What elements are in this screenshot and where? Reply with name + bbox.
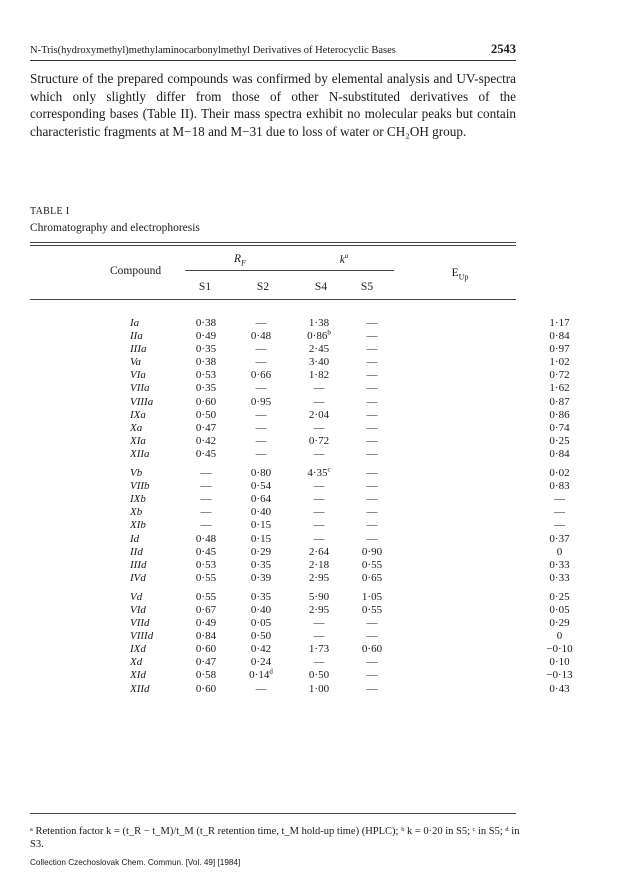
s1-cell: 0·60 — [195, 682, 217, 695]
s5-cell: — — [366, 617, 378, 630]
table-row — [0, 643, 623, 656]
s2-cell: 0·48 — [250, 330, 272, 343]
eup-cell: 0·02 — [549, 467, 570, 480]
column-spacer — [396, 617, 496, 630]
s5-cell: — — [366, 395, 378, 408]
column-spacer — [396, 409, 496, 422]
s2-cell: 0·64 — [250, 493, 272, 506]
eup-cell: — — [554, 506, 565, 519]
s2-cell: $0\cdot 14^d$ — [249, 667, 273, 682]
compound-cell: Id — [130, 532, 140, 545]
s1-cell: 0·50 — [195, 408, 217, 421]
table-label: TABLE I — [30, 206, 70, 217]
compound-cell: Vb — [130, 467, 143, 480]
column-spacer — [396, 493, 496, 506]
page-number: 2543 — [491, 42, 516, 56]
intro-paragraph: Structure of the prepared compounds was confirmed by elemental analysis and UV-spectra which only slightly differ from those of other N-substituted derivatives of the corresponding bases (Table II). Their mass spectra exhibit no molecular peaks but contain characteristic fragments at M−18 and M−31 due to loss of water or CH₂OH group. — [30, 71, 516, 139]
s1-cell: 0·55 — [195, 571, 217, 584]
compound-cell: XIb — [130, 519, 146, 532]
eup-cell: 0·25 — [549, 434, 570, 447]
table-row — [0, 630, 623, 643]
s2-cell: 0·50 — [250, 630, 272, 643]
s2-cell: 0·95 — [250, 395, 272, 408]
eup-cell: 1·02 — [549, 356, 570, 369]
s5-cell: — — [366, 317, 378, 329]
compound-cell: XIId — [130, 682, 150, 695]
compound-cell: Va — [130, 356, 141, 369]
s2-cell: 0·40 — [250, 506, 272, 519]
eup-cell: −0·10 — [546, 643, 573, 656]
s1-cell: 0·49 — [195, 617, 217, 630]
s4-cell: 1·38 — [308, 317, 330, 329]
running-head-title: N-Tris(hydroxymethyl)methylaminocarbonylmethyl Derivatives of Heterocyclic Bases — [30, 45, 396, 56]
table-row — [0, 409, 623, 422]
eup-cell: 0·33 — [549, 571, 570, 584]
s4-cell: 2·95 — [308, 603, 330, 616]
s4-cell: 2·04 — [308, 408, 330, 421]
s4-cell: — — [313, 630, 325, 643]
column-spacer — [396, 559, 496, 572]
s4-cell: $4\cdot 35^c$ — [307, 465, 331, 480]
s5-cell: — — [366, 480, 378, 493]
s1-cell: — — [200, 480, 212, 493]
table-row — [0, 533, 623, 546]
s4-cell: 1·73 — [308, 643, 330, 656]
column-spacer — [396, 506, 496, 519]
table-row — [0, 546, 623, 559]
s2-cell: 0·80 — [250, 467, 272, 480]
column-spacer — [396, 585, 496, 604]
s1-cell: 0·38 — [195, 356, 217, 369]
table-row — [0, 422, 623, 435]
eup-cell: 0·74 — [549, 421, 570, 434]
s4-cell: — — [313, 656, 325, 669]
column-spacer — [396, 422, 496, 435]
s1-cell: 0·58 — [195, 669, 217, 682]
table-row — [0, 683, 623, 696]
s5-cell: — — [366, 408, 378, 421]
column-spacer — [396, 317, 496, 330]
s4-cell: 1·82 — [308, 369, 330, 382]
journal-line: Collection Czechoslovak Chem. Commun. [Vol. 49] [1984] — [30, 858, 241, 867]
s2-cell: — — [255, 421, 267, 434]
eup-cell: — — [554, 493, 565, 506]
s5-cell: — — [366, 330, 378, 343]
s4-cell: — — [313, 532, 325, 545]
s1-cell: 0·35 — [195, 343, 217, 356]
s1-cell: 0·38 — [195, 317, 217, 329]
header-rule — [30, 60, 516, 61]
s4-cell: 2·64 — [308, 545, 330, 558]
s5-cell: — — [366, 519, 378, 532]
s2-cell: 0·35 — [250, 558, 272, 571]
s2-cell: 0·15 — [250, 519, 272, 532]
s2-cell: 0·29 — [250, 545, 272, 558]
s5-cell: — — [366, 656, 378, 669]
column-spacer — [396, 343, 496, 356]
column-spacer — [396, 356, 496, 369]
table-row — [0, 656, 623, 669]
table-row — [0, 435, 623, 448]
compound-cell: Xa — [130, 421, 143, 434]
table-top-rule-double — [30, 245, 516, 246]
s4-cell: 5·90 — [308, 590, 330, 603]
column-spacer — [396, 604, 496, 617]
compound-cell: Ia — [130, 317, 140, 329]
column-spacer — [396, 656, 496, 669]
table-row — [0, 356, 623, 369]
table-footnote: ᵃ Retention factor k = (t_R − t_M)/t_M (t_R retention time, t_M hold-up time) (HPLC); ᵇ k = 0·20 in S5; ᶜ in S5; ᵈ in S3. — [30, 826, 520, 850]
s2-cell: 0·54 — [250, 480, 272, 493]
s2-cell: 0·35 — [250, 590, 272, 603]
table-row — [0, 330, 623, 343]
column-spacer — [396, 519, 496, 532]
eup-cell: 0 — [556, 545, 563, 558]
eup-cell: 0·05 — [549, 603, 570, 616]
data-table — [0, 317, 623, 696]
table-row — [0, 461, 623, 480]
s4-cell: — — [313, 447, 325, 460]
column-spacer — [396, 572, 496, 585]
s4-header: S4 — [314, 281, 328, 293]
column-spacer — [396, 330, 496, 343]
s5-cell: 0·55 — [361, 558, 383, 571]
compound-cell: VIIIa — [130, 395, 154, 408]
table-row — [0, 448, 623, 461]
s5-cell: — — [366, 434, 378, 447]
compound-cell: IIIa — [130, 343, 147, 356]
table-row — [0, 669, 623, 682]
column-spacer — [396, 480, 496, 493]
s5-cell: — — [366, 447, 378, 460]
k-header: $k^a$ — [339, 252, 349, 266]
footnote-marker: c — [327, 465, 331, 474]
s4-cell: 2·45 — [308, 343, 330, 356]
compound-header: Compound — [110, 265, 162, 277]
eup-header: $E_{Up}$ — [451, 267, 469, 282]
column-spacer — [396, 669, 496, 682]
eup-cell: 0·43 — [549, 682, 570, 695]
compound-cell: VIIb — [130, 480, 150, 493]
s1-cell: 0·84 — [195, 630, 217, 643]
s1-cell: 0·60 — [195, 643, 217, 656]
s4-cell: 2·95 — [308, 571, 330, 584]
table-row — [0, 559, 623, 572]
column-spacer — [396, 643, 496, 656]
column-spacer — [396, 461, 496, 480]
s2-cell: — — [255, 317, 267, 329]
s5-cell: — — [366, 343, 378, 356]
s5-cell: 1·05 — [361, 590, 383, 603]
compound-cell: IVd — [130, 571, 146, 584]
s2-cell: — — [255, 382, 267, 395]
table-caption: Chromatography and electrophoresis — [30, 222, 200, 234]
s2-cell: 0·39 — [250, 571, 272, 584]
s2-cell: 0·24 — [250, 656, 272, 669]
s1-cell: — — [200, 519, 212, 532]
s1-cell: — — [200, 506, 212, 519]
table-row — [0, 493, 623, 506]
rf-group-rule — [185, 270, 295, 271]
compound-cell: VIId — [130, 617, 150, 630]
header-bottom-rule — [30, 299, 516, 300]
table-row — [0, 519, 623, 532]
compound-cell: XIIa — [130, 447, 150, 460]
s1-cell: 0·45 — [195, 447, 217, 460]
s2-cell: — — [255, 343, 267, 356]
eup-cell: 0·84 — [549, 330, 570, 343]
s2-cell: — — [255, 356, 267, 369]
s4-cell: — — [313, 395, 325, 408]
s4-cell: — — [313, 493, 325, 506]
table-row — [0, 369, 623, 382]
s5-cell: — — [366, 369, 378, 382]
s1-cell: — — [200, 467, 212, 480]
s1-cell: 0·42 — [195, 434, 217, 447]
table-row — [0, 506, 623, 519]
s2-cell: 0·42 — [250, 643, 272, 656]
s4-cell: — — [313, 480, 325, 493]
s5-cell: — — [366, 493, 378, 506]
table-row — [0, 317, 623, 330]
s5-cell: — — [366, 669, 378, 682]
s4-cell: 3·40 — [308, 356, 330, 369]
s1-header: S1 — [198, 281, 212, 293]
eup-cell: 0·87 — [549, 395, 570, 408]
column-spacer — [396, 435, 496, 448]
eup-cell: 0·86 — [549, 408, 570, 421]
s1-cell: 0·67 — [195, 603, 217, 616]
s2-cell: 0·15 — [250, 532, 272, 545]
s4-cell: 2·18 — [308, 558, 330, 571]
column-spacer — [396, 630, 496, 643]
eup-cell: 0·33 — [549, 558, 570, 571]
table-bottom-rule — [30, 813, 516, 814]
s5-cell: — — [366, 382, 378, 395]
eup-cell: −0·13 — [546, 669, 573, 682]
column-spacer — [396, 546, 496, 559]
footnote-marker: b — [327, 328, 331, 337]
s5-cell: — — [366, 682, 378, 695]
s2-cell: — — [255, 682, 267, 695]
table-row — [0, 396, 623, 409]
s5-cell: — — [366, 467, 378, 480]
s5-cell: — — [366, 421, 378, 434]
s4-cell: — — [313, 382, 325, 395]
compound-cell: IXd — [130, 643, 146, 656]
table-top-rule — [30, 242, 516, 243]
s2-cell: 0·40 — [250, 603, 272, 616]
compound-cell: XId — [130, 669, 146, 682]
column-spacer — [396, 683, 496, 696]
table-row — [0, 480, 623, 493]
s4-cell: — — [313, 519, 325, 532]
eup-cell: 0·72 — [549, 369, 570, 382]
compound-cell: VIIa — [130, 382, 150, 395]
s4-cell: 0·72 — [308, 434, 330, 447]
eup-cell: — — [554, 519, 565, 532]
eup-cell: 0·25 — [549, 590, 570, 603]
table-row — [0, 604, 623, 617]
eup-cell: 0·83 — [549, 480, 570, 493]
s2-cell: 0·66 — [250, 369, 272, 382]
s2-header: S2 — [256, 281, 270, 293]
s2-cell: — — [255, 447, 267, 460]
s1-cell: — — [200, 493, 212, 506]
s2-cell: — — [255, 408, 267, 421]
compound-cell: Xb — [130, 506, 143, 519]
s5-cell: — — [366, 630, 378, 643]
s4-cell: 0·50 — [308, 669, 330, 682]
s1-cell: 0·45 — [195, 545, 217, 558]
s5-cell: 0·65 — [361, 571, 383, 584]
eup-cell: 0·84 — [549, 447, 570, 460]
column-spacer — [396, 533, 496, 546]
column-spacer — [396, 396, 496, 409]
compound-cell: Vd — [130, 590, 143, 603]
running-head — [30, 42, 516, 57]
eup-cell: 0·29 — [549, 617, 570, 630]
s1-cell: 0·60 — [195, 395, 217, 408]
s2-cell: — — [255, 434, 267, 447]
compound-cell: Xd — [130, 656, 143, 669]
column-spacer — [396, 382, 496, 395]
compound-cell: IIId — [130, 558, 147, 571]
compound-cell: IIa — [130, 330, 143, 343]
compound-cell: VId — [130, 603, 146, 616]
k-group-rule — [294, 270, 394, 271]
s2-cell: 0·05 — [250, 617, 272, 630]
footnote-marker: d — [269, 667, 273, 676]
s4-cell: 1·00 — [308, 682, 330, 695]
s4-cell: — — [313, 506, 325, 519]
s4-cell: — — [313, 617, 325, 630]
s1-cell: 0·47 — [195, 656, 217, 669]
table-row — [0, 585, 623, 604]
compound-cell: VIIId — [130, 630, 154, 643]
s5-header: S5 — [360, 281, 374, 293]
s5-cell: — — [366, 356, 378, 369]
s1-cell: 0·49 — [195, 330, 217, 343]
eup-cell: 0·37 — [549, 532, 570, 545]
table-row — [0, 343, 623, 356]
s5-cell: — — [366, 532, 378, 545]
table-row — [0, 617, 623, 630]
compound-cell: XIa — [130, 434, 146, 447]
s1-cell: 0·53 — [195, 369, 217, 382]
table-row — [0, 382, 623, 395]
compound-cell: IXb — [130, 493, 146, 506]
s4-cell: $0\cdot 86^b$ — [307, 328, 331, 343]
table-body — [0, 317, 623, 696]
s1-cell: 0·48 — [195, 532, 217, 545]
compound-cell: VIa — [130, 369, 146, 382]
s5-cell: 0·60 — [361, 643, 383, 656]
s1-cell: 0·47 — [195, 421, 217, 434]
eup-cell: 0·97 — [549, 343, 570, 356]
compound-cell: IXa — [130, 408, 146, 421]
column-spacer — [396, 448, 496, 461]
eup-cell: 0·10 — [549, 656, 570, 669]
table-row — [0, 572, 623, 585]
s1-cell: 0·35 — [195, 382, 217, 395]
s5-cell: 0·90 — [361, 545, 383, 558]
s1-cell: 0·53 — [195, 558, 217, 571]
s1-cell: 0·55 — [195, 590, 217, 603]
eup-cell: 0 — [556, 630, 563, 643]
compound-cell: IId — [130, 545, 143, 558]
s4-cell: — — [313, 421, 325, 434]
s5-cell: 0·55 — [361, 603, 383, 616]
s5-cell: — — [366, 506, 378, 519]
rf-header: $R_F$ — [234, 253, 246, 268]
eup-cell: 1·62 — [549, 382, 570, 395]
column-spacer — [396, 369, 496, 382]
eup-cell: 1·17 — [549, 317, 570, 329]
